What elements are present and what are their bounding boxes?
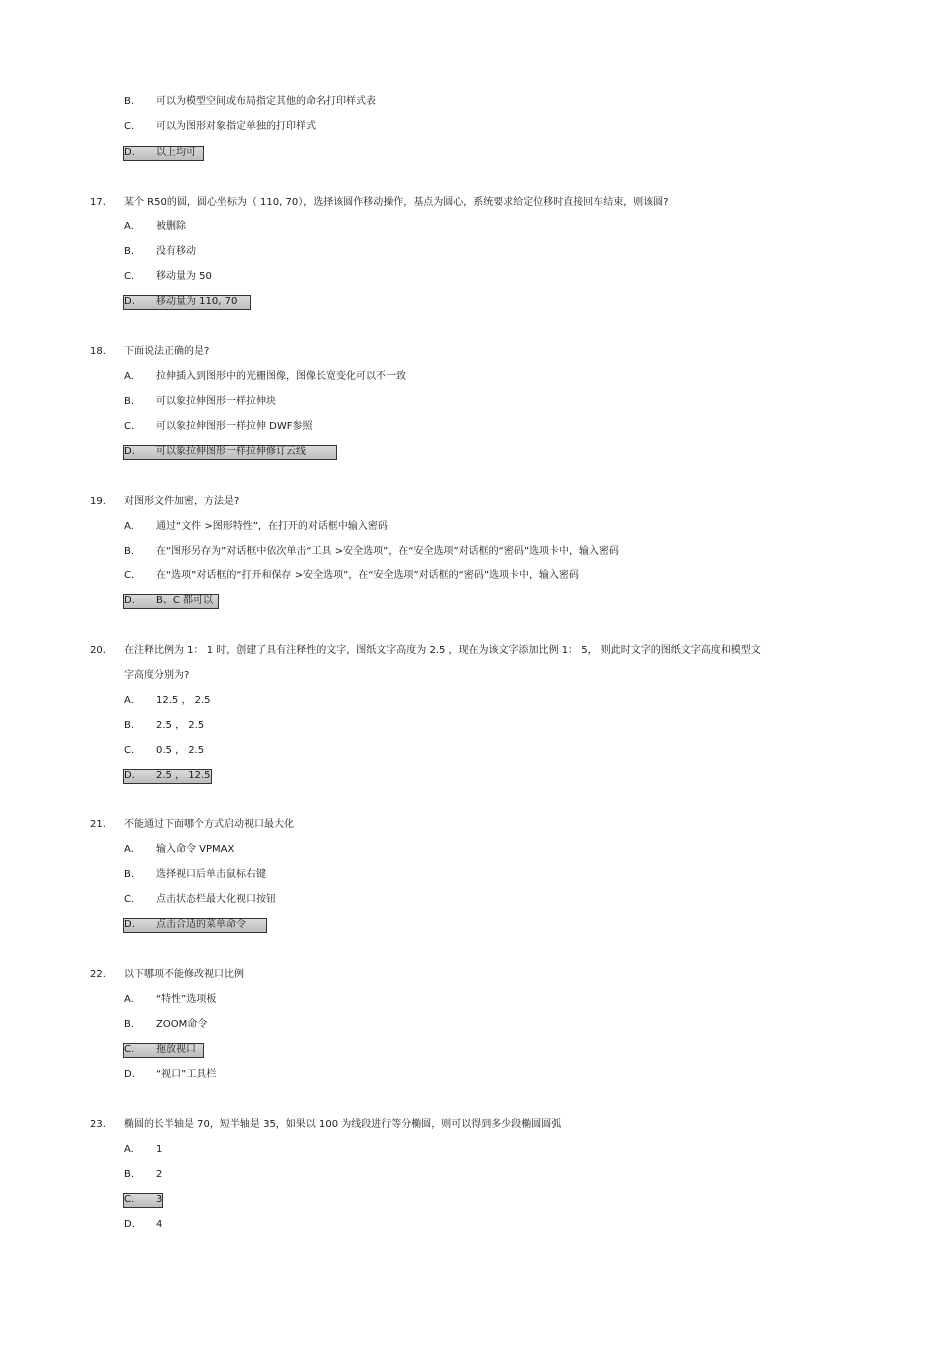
option-text: 以上均可: [156, 147, 196, 158]
option-letter: D.: [124, 1069, 135, 1080]
option-letter: A.: [124, 844, 134, 855]
option-text: 可以为模型空间或布局指定其他的命名打印样式表: [156, 96, 376, 107]
option-text: 点击状态栏最大化视口按钮: [156, 894, 276, 905]
option-letter: D.: [124, 770, 135, 781]
option-letter: C.: [124, 1044, 135, 1055]
option-text: 2: [156, 1169, 163, 1180]
option-text: 拉伸插入到图形中的光栅图像，图像长宽变化可以不一致: [156, 371, 406, 382]
question-stem-continued: 字高度分别为?: [124, 670, 190, 681]
option-text: 0.5 ， 2.5: [156, 745, 205, 756]
option-text: “特性”选项板: [156, 994, 217, 1005]
question-number: 22.: [90, 969, 106, 980]
option-text: 移动量为 50: [156, 271, 212, 282]
option-text: 移动量为 110, 70: [156, 296, 238, 307]
option-text: 1: [156, 1144, 163, 1155]
question-number: 18.: [90, 346, 106, 357]
option-text: 可以为图形对象指定单独的打印样式: [156, 121, 316, 132]
option-letter: D.: [124, 595, 135, 606]
option-text: 2.5 ， 2.5: [156, 720, 205, 731]
option-letter: B.: [124, 720, 135, 731]
option-text: 可以象拉伸图形一样拉伸 DWF参照: [156, 421, 313, 432]
option-letter: B.: [124, 396, 135, 407]
option-text: 被删除: [156, 221, 186, 232]
option-text: 在“选项”对话框的“打开和保存 >安全选项”，在“安全选项”对话框的“密码”选项卡中，输入密码: [156, 570, 580, 581]
option-text: 选择视口后单击鼠标右键: [156, 869, 266, 880]
question-number: 23.: [90, 1119, 106, 1130]
question-stem: 下面说法正确的是?: [124, 346, 210, 357]
option-text: 可以象拉伸图形一样拉伸修订云线: [156, 446, 306, 457]
option-letter: C.: [124, 570, 135, 581]
option-letter: A.: [124, 521, 134, 532]
option-letter: B.: [124, 1169, 135, 1180]
option-letter: D.: [124, 446, 135, 457]
option-text: 4: [156, 1219, 163, 1230]
question-number: 20.: [90, 645, 106, 656]
option-letter: C.: [124, 421, 135, 432]
option-letter: D.: [124, 1219, 135, 1230]
option-text: 通过“文件 >图形特性”，在打开的对话框中输入密码: [156, 521, 388, 532]
option-text: 拖放视口: [156, 1044, 196, 1055]
question-stem: 在注释比例为 1： 1 时，创建了具有注释性的文字，图纸文字高度为 2.5 ，现在为该文字添加比例 1： 5， 则此时文字的图纸文字高度和模型文: [124, 645, 761, 656]
option-text: 可以象拉伸图形一样拉伸块: [156, 396, 276, 407]
option-text: “视口”工具栏: [156, 1069, 217, 1080]
option-letter: C.: [124, 1194, 135, 1205]
question-stem: 对图形文件加密，方法是?: [124, 496, 240, 507]
option-letter: D.: [124, 919, 135, 930]
question-stem: 不能通过下面哪个方式启动视口最大化: [124, 819, 294, 830]
option-letter: B.: [124, 546, 135, 557]
question-stem: 某个 R50的圆，圆心坐标为（ 110, 70），选择该圆作移动操作，基点为圆心，系统要求给定位移时直接回车结束，则该圆?: [124, 197, 669, 208]
option-letter: C.: [124, 745, 135, 756]
option-text: 2.5 ， 12.5: [156, 770, 211, 781]
option-text: 点击合适的菜单命令: [156, 919, 246, 930]
question-stem: 以下哪项不能修改视口比例: [124, 969, 244, 980]
question-stem: 椭圆的长半轴是 70，短半轴是 35，如果以 100 为线段进行等分椭圆，则可以得到多少段椭圆圆弧: [124, 1119, 562, 1130]
question-number: 19.: [90, 496, 106, 507]
option-text: 3: [156, 1194, 163, 1205]
option-letter: D.: [124, 296, 135, 307]
option-letter: B.: [124, 1019, 135, 1030]
option-letter: C.: [124, 271, 135, 282]
option-text: ZOOM命令: [156, 1019, 208, 1030]
option-letter: A.: [124, 371, 134, 382]
option-text: 没有移动: [156, 246, 196, 257]
option-text: 输入命令 VPMAX: [156, 844, 235, 855]
option-letter: A.: [124, 695, 134, 706]
option-letter: C.: [124, 121, 135, 132]
option-text: 12.5 ， 2.5: [156, 695, 211, 706]
option-letter: A.: [124, 994, 134, 1005]
option-letter: B.: [124, 96, 135, 107]
question-number: 21.: [90, 819, 106, 830]
question-number: 17.: [90, 197, 106, 208]
option-letter: B.: [124, 869, 135, 880]
option-letter: A.: [124, 1144, 134, 1155]
option-letter: D.: [124, 147, 135, 158]
option-letter: B.: [124, 246, 135, 257]
option-text: B、C 都可以: [156, 595, 214, 606]
option-letter: A.: [124, 221, 134, 232]
option-letter: C.: [124, 894, 135, 905]
option-text: 在“图形另存为”对话框中依次单击“工具 >安全选项”，在“安全选项”对话框的“密码”选项卡中，输入密码: [156, 546, 620, 557]
